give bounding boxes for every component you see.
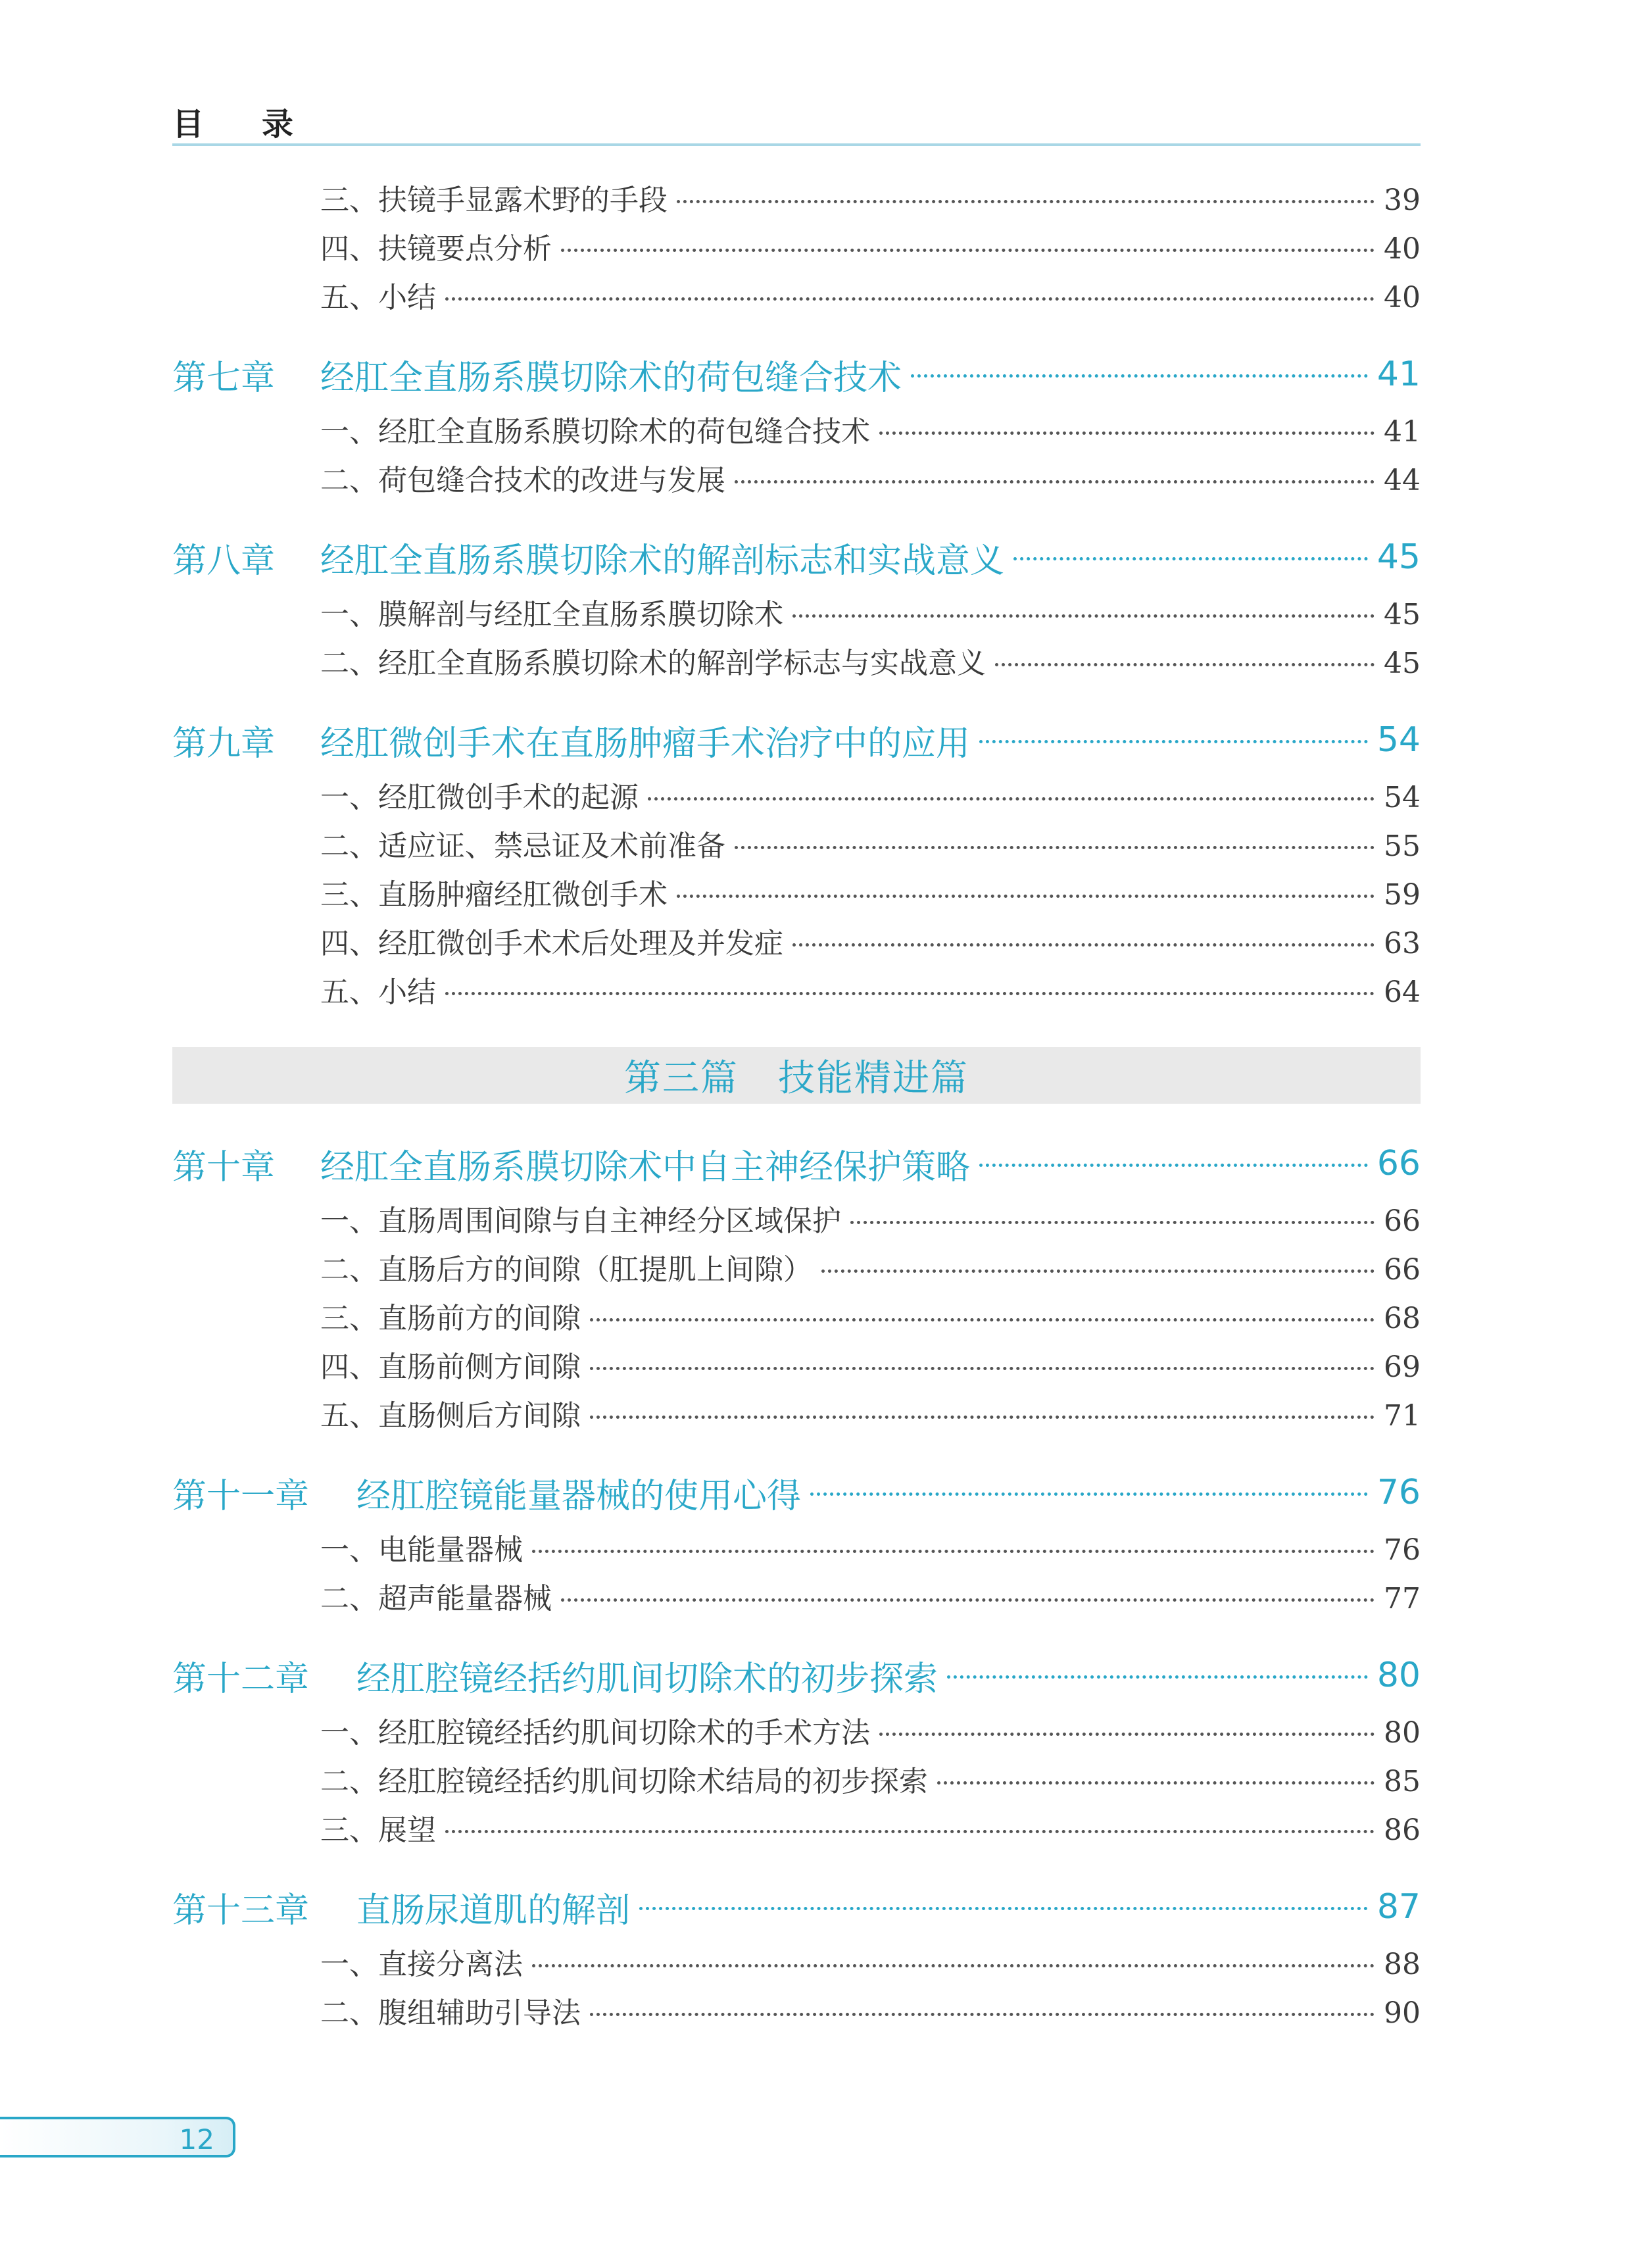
toc-section-entry[interactable] [172, 1197, 1421, 1246]
chapter-page: 54 [1376, 720, 1421, 760]
chapter-title: 直肠尿道肌的解剖 [356, 1890, 631, 1931]
chapter-title: 经肛全直肠系膜切除术的荷包缝合技术 [320, 358, 902, 398]
dot-leader [1013, 557, 1368, 560]
toc-chapter-entry[interactable] [172, 1130, 1421, 1197]
chapter-title: 经肛微创手术在直肠肿瘤手术治疗中的应用 [320, 724, 971, 764]
section-page: 66 [1384, 1204, 1421, 1238]
section-page: 80 [1384, 1716, 1421, 1750]
chapter-page: 76 [1376, 1473, 1421, 1512]
section-title: 二、腹组辅助引导法 [320, 1996, 581, 2030]
section-page: 90 [1384, 1996, 1421, 2030]
dot-leader [735, 480, 1375, 483]
chapter-number: 第十一章 [172, 1476, 310, 1516]
section-title: 一、膜解剖与经肛全直肠系膜切除术 [320, 598, 783, 631]
dot-leader [995, 663, 1375, 666]
toc-section-entry[interactable] [172, 456, 1421, 505]
toc-section-entry[interactable] [172, 871, 1421, 920]
toc-section-entry[interactable] [172, 1575, 1421, 1623]
part-name: 技能精进篇 [778, 1057, 969, 1100]
page-header-title: 目录 [172, 106, 352, 143]
toc-section-entry[interactable] [172, 774, 1421, 822]
toc-section-entry[interactable] [172, 1246, 1421, 1294]
part-heading-band [172, 1047, 1421, 1104]
toc-chapter-entry[interactable] [172, 524, 1421, 591]
dot-leader [590, 2013, 1375, 2016]
toc-section-entry[interactable] [172, 1758, 1421, 1806]
dot-leader [561, 249, 1375, 252]
section-page: 63 [1384, 927, 1421, 960]
section-title: 二、荷包缝合技术的改进与发展 [320, 464, 725, 497]
toc-section-entry[interactable] [172, 408, 1421, 456]
dot-leader [979, 740, 1368, 743]
dot-leader [648, 797, 1375, 801]
part-number: 第三篇 [624, 1057, 739, 1100]
dot-leader [850, 1221, 1375, 1224]
section-page: 77 [1384, 1582, 1421, 1615]
section-title: 一、直肠周围间隙与自主神经分区域保护 [320, 1204, 841, 1238]
dot-leader [532, 1964, 1375, 1967]
section-title: 二、直肠后方的间隙（肛提肌上间隙） [320, 1253, 812, 1287]
chapter-number: 第十章 [172, 1147, 276, 1187]
toc-section-entry[interactable] [172, 822, 1421, 871]
section-page: 71 [1384, 1399, 1421, 1433]
section-title: 一、直接分离法 [320, 1948, 523, 1981]
section-title: 四、经肛微创手术术后处理及并发症 [320, 927, 783, 960]
section-title: 五、小结 [320, 975, 436, 1009]
toc-section-entry[interactable] [172, 1989, 1421, 2038]
toc-section-entry[interactable] [172, 274, 1421, 322]
section-title: 三、直肠前方的间隙 [320, 1302, 581, 1335]
dot-leader [590, 1318, 1375, 1321]
section-page: 86 [1384, 1813, 1421, 1847]
toc-section-entry[interactable] [172, 591, 1421, 639]
section-title: 四、直肠前侧方间隙 [320, 1350, 581, 1384]
page-number: 12 [179, 2123, 214, 2156]
toc-chapter-entry[interactable] [172, 1873, 1421, 1940]
section-page: 64 [1384, 975, 1421, 1009]
toc-chapter-entry[interactable] [172, 1459, 1421, 1526]
dot-leader [810, 1492, 1368, 1496]
section-title: 二、经肛腔镜经括约肌间切除术结局的初步探索 [320, 1765, 928, 1798]
section-title: 二、经肛全直肠系膜切除术的解剖学标志与实战意义 [320, 647, 986, 680]
section-page: 66 [1384, 1253, 1421, 1287]
dot-leader [561, 1598, 1375, 1602]
toc-section-entry[interactable] [172, 176, 1421, 225]
section-page: 41 [1384, 415, 1421, 449]
section-page: 76 [1384, 1533, 1421, 1567]
chapter-page: 45 [1376, 537, 1421, 577]
section-title: 三、直肠肿瘤经肛微创手术 [320, 878, 668, 912]
chapter-page: 66 [1376, 1144, 1421, 1183]
dot-leader [677, 200, 1375, 203]
section-page: 55 [1384, 829, 1421, 863]
dot-leader [937, 1781, 1375, 1785]
dot-leader [879, 431, 1375, 435]
chapter-title: 经肛全直肠系膜切除术的解剖标志和实战意义 [320, 541, 1005, 581]
section-title: 二、适应证、禁忌证及术前准备 [320, 829, 725, 863]
dot-leader [445, 992, 1375, 995]
chapter-title: 经肛腔镜能量器械的使用心得 [356, 1476, 802, 1516]
toc-section-entry[interactable] [172, 639, 1421, 688]
chapter-number: 第九章 [172, 724, 276, 764]
section-title: 一、经肛微创手术的起源 [320, 781, 639, 814]
section-page: 88 [1384, 1948, 1421, 1981]
dot-leader [639, 1907, 1368, 1910]
dot-leader [532, 1550, 1375, 1553]
toc-chapter-entry[interactable] [172, 706, 1421, 774]
toc-chapter-entry[interactable] [172, 1642, 1421, 1709]
toc-chapter-entry[interactable] [172, 341, 1421, 408]
chapter-number: 第八章 [172, 541, 276, 581]
chapter-page: 41 [1376, 355, 1421, 394]
chapter-title: 经肛全直肠系膜切除术中自主神经保护策略 [320, 1147, 971, 1187]
section-page: 40 [1384, 232, 1421, 266]
dot-leader [911, 374, 1368, 378]
dot-leader [735, 846, 1375, 849]
section-title: 一、经肛腔镜经括约肌间切除术的手术方法 [320, 1716, 870, 1750]
toc-section-entry[interactable] [172, 1709, 1421, 1758]
dot-leader [445, 297, 1375, 301]
section-page: 45 [1384, 647, 1421, 680]
toc-section-entry[interactable] [172, 1343, 1421, 1392]
dot-leader [947, 1675, 1368, 1679]
header-rule [172, 143, 1421, 146]
toc-section-entry[interactable] [172, 1526, 1421, 1575]
chapter-page: 80 [1376, 1656, 1421, 1695]
page-number-tab [0, 2117, 235, 2157]
chapter-number: 第十二章 [172, 1659, 310, 1699]
section-page: 44 [1384, 464, 1421, 497]
chapter-page: 87 [1376, 1887, 1421, 1927]
chapter-number: 第七章 [172, 358, 276, 398]
section-page: 40 [1384, 281, 1421, 314]
toc-section-entry[interactable] [172, 920, 1421, 968]
toc-section-entry[interactable] [172, 1392, 1421, 1441]
dot-leader [590, 1416, 1375, 1419]
dot-leader [590, 1367, 1375, 1370]
dot-leader [979, 1164, 1368, 1167]
dot-leader [879, 1733, 1375, 1736]
dot-leader [821, 1270, 1375, 1273]
section-title: 五、小结 [320, 281, 436, 314]
section-page: 39 [1384, 184, 1421, 217]
section-page: 54 [1384, 781, 1421, 814]
section-title: 三、展望 [320, 1813, 436, 1847]
toc-section-entry[interactable] [172, 1806, 1421, 1855]
toc-section-entry[interactable] [172, 968, 1421, 1017]
chapter-title: 经肛腔镜经括约肌间切除术的初步探索 [356, 1659, 938, 1699]
section-title: 四、扶镜要点分析 [320, 232, 552, 266]
dot-leader [792, 943, 1375, 947]
section-page: 85 [1384, 1765, 1421, 1798]
dot-leader [792, 614, 1375, 618]
toc-section-entry[interactable] [172, 225, 1421, 274]
section-page: 59 [1384, 878, 1421, 912]
toc-section-entry[interactable] [172, 1940, 1421, 1989]
section-title: 一、电能量器械 [320, 1533, 523, 1567]
section-page: 69 [1384, 1350, 1421, 1384]
section-page: 45 [1384, 598, 1421, 631]
chapter-number: 第十三章 [172, 1890, 310, 1931]
section-title: 五、直肠侧后方间隙 [320, 1399, 581, 1433]
section-title: 三、扶镜手显露术野的手段 [320, 184, 668, 217]
dot-leader [445, 1830, 1375, 1833]
dot-leader [677, 895, 1375, 898]
section-title: 二、超声能量器械 [320, 1582, 552, 1615]
table-of-contents [172, 176, 1421, 2038]
toc-section-entry[interactable] [172, 1294, 1421, 1343]
section-title: 一、经肛全直肠系膜切除术的荷包缝合技术 [320, 415, 870, 449]
section-page: 68 [1384, 1302, 1421, 1335]
